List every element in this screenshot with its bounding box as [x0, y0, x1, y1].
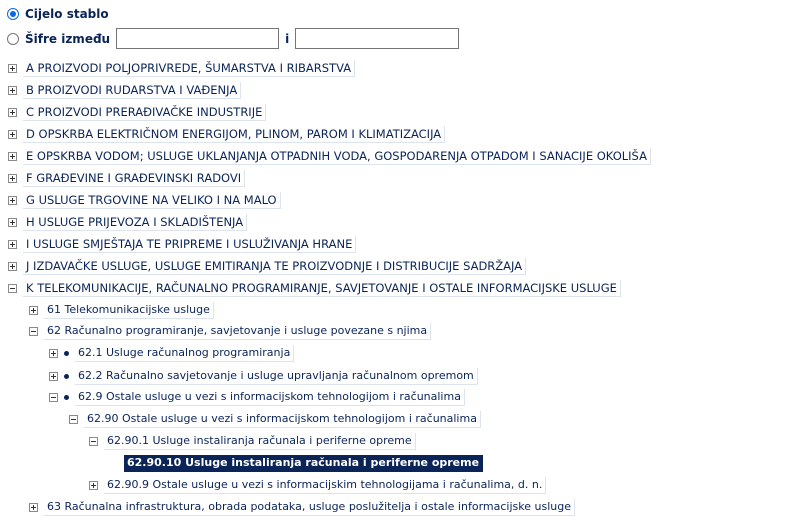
- collapse-icon[interactable]: [29, 327, 38, 336]
- tree-node-62-9[interactable]: [49, 388, 465, 406]
- tree-label-62-2[interactable]: 62.2 Računalno savjetovanje i usluge upravljanja računalnom opremom: [75, 368, 478, 385]
- expand-icon[interactable]: [8, 86, 17, 95]
- tree-node-b[interactable]: [8, 81, 241, 99]
- tree-label-62-90-10[interactable]: 62.90.10 Usluge instaliranja računala i periferne opreme: [124, 455, 483, 472]
- tree-label-f[interactable]: F GRAĐEVINE I GRAĐEVINSKI RADOVI: [23, 170, 245, 187]
- tree-node-h[interactable]: [8, 213, 247, 231]
- expand-icon[interactable]: [8, 152, 17, 161]
- tree-node-i[interactable]: [8, 235, 356, 253]
- expand-icon[interactable]: [8, 108, 17, 117]
- expand-icon[interactable]: [8, 262, 17, 271]
- code-from-input[interactable]: [116, 28, 279, 49]
- expand-icon[interactable]: [8, 218, 17, 227]
- expand-icon[interactable]: [8, 196, 17, 205]
- expand-icon[interactable]: [8, 64, 17, 73]
- tree-label-e[interactable]: E OPSKRBA VODOM; USLUGE UKLANJANJA OTPADNIH VODA, GOSPODARENJA OTPADOM I SANACIJE OKOLIŠA: [23, 148, 651, 165]
- tree-label-62-1[interactable]: 62.1 Usluge računalnog programiranja: [75, 345, 294, 362]
- expand-icon[interactable]: [89, 481, 98, 490]
- radio-whole-tree-label: Cijelo stablo: [25, 7, 109, 21]
- tree-label-62[interactable]: 62 Računalno programiranje, savjetovanje i usluge povezane s njima: [44, 323, 431, 340]
- tree-node-62-90-1[interactable]: [89, 432, 416, 450]
- tree-node-62[interactable]: [29, 322, 431, 340]
- collapse-icon[interactable]: [69, 415, 78, 424]
- tree-node-62-90-10[interactable]: [124, 454, 483, 472]
- code-to-input[interactable]: [295, 28, 459, 49]
- tree-label-c[interactable]: C PROIZVODI PRERAĐIVAČKE INDUSTRIJE: [23, 104, 266, 121]
- tree-node-a[interactable]: [8, 59, 355, 77]
- tree-label-h[interactable]: H USLUGE PRIJEVOZA I SKLADIŠTENJA: [23, 214, 247, 231]
- tree-label-62-90-9[interactable]: 62.90.9 Ostale usluge u vezi s informacijskim tehnologijama i računalima, d. n.: [104, 477, 546, 494]
- tree-node-k[interactable]: [8, 279, 621, 297]
- radio-whole-tree-control[interactable]: [7, 8, 19, 20]
- tree-node-e[interactable]: [8, 147, 651, 165]
- tree-label-62-9[interactable]: 62.9 Ostale usluge u vezi s informacijskom tehnologijom i računalima: [75, 389, 465, 406]
- collapse-icon[interactable]: [89, 437, 98, 446]
- tree-label-i[interactable]: I USLUGE SMJEŠTAJA TE PRIPREME I USLUŽIVANJA HRANE: [23, 236, 356, 253]
- tree-node-g[interactable]: [8, 191, 281, 209]
- bullet-icon: [64, 351, 69, 356]
- tree-label-62-90[interactable]: 62.90 Ostale usluge u vezi s informacijskom tehnologijom i računalima: [84, 411, 481, 428]
- tree-node-61[interactable]: [29, 301, 214, 319]
- tree-label-d[interactable]: D OPSKRBA ELEKTRIČNOM ENERGIJOM, PLINOM, PAROM I KLIMATIZACIJA: [23, 126, 445, 143]
- expand-icon[interactable]: [29, 503, 38, 512]
- tree-node-d[interactable]: [8, 125, 445, 143]
- tree-node-j[interactable]: [8, 257, 526, 275]
- bullet-icon: [64, 395, 69, 400]
- radio-codes-between[interactable]: [7, 28, 459, 49]
- radio-codes-between-label: Šifre između: [25, 31, 111, 46]
- expand-icon[interactable]: [49, 349, 58, 358]
- expand-icon[interactable]: [8, 240, 17, 249]
- range-separator: i: [285, 31, 290, 46]
- tree-label-62-90-1[interactable]: 62.90.1 Usluge instaliranja računala i periferne opreme: [104, 433, 416, 450]
- expand-icon[interactable]: [29, 306, 38, 315]
- tree-node-62-90-9[interactable]: [89, 476, 546, 494]
- tree-label-a[interactable]: A PROIZVODI POLJOPRIVREDE, ŠUMARSTVA I RIBARSTVA: [23, 60, 355, 77]
- radio-whole-tree[interactable]: [7, 7, 109, 21]
- expand-icon[interactable]: [49, 372, 58, 381]
- tree-label-b[interactable]: B PROIZVODI RUDARSTVA I VAĐENJA: [23, 82, 241, 99]
- expand-icon[interactable]: [8, 130, 17, 139]
- tree-label-63[interactable]: 63 Računalna infrastruktura, obrada podataka, usluge poslužitelja i ostale informacijske usluge: [44, 499, 575, 516]
- tree-node-c[interactable]: [8, 103, 266, 121]
- tree-label-j[interactable]: J IZDAVAČKE USLUGE, USLUGE EMITIRANJA TE PROIZVODNJE I DISTRIBUCIJE SADRŽAJA: [23, 258, 526, 275]
- tree-label-g[interactable]: G USLUGE TRGOVINE NA VELIKO I NA MALO: [23, 192, 281, 209]
- bullet-icon: [64, 374, 69, 379]
- radio-codes-between-control[interactable]: [7, 33, 19, 45]
- tree-node-63[interactable]: [29, 498, 575, 516]
- tree-node-62-1[interactable]: [49, 344, 294, 362]
- collapse-icon[interactable]: [49, 393, 58, 402]
- tree-node-62-90[interactable]: [69, 410, 481, 428]
- expand-icon[interactable]: [8, 174, 17, 183]
- tree-label-61[interactable]: 61 Telekomunikacijske usluge: [44, 302, 214, 319]
- collapse-icon[interactable]: [8, 284, 17, 293]
- tree-node-f[interactable]: [8, 169, 245, 187]
- tree-node-62-2[interactable]: [49, 367, 478, 385]
- tree-label-k[interactable]: K TELEKOMUNIKACIJE, RAČUNALNO PROGRAMIRANJE, SAVJETOVANJE I OSTALE INFORMACIJSKE USLUGE: [23, 280, 621, 297]
